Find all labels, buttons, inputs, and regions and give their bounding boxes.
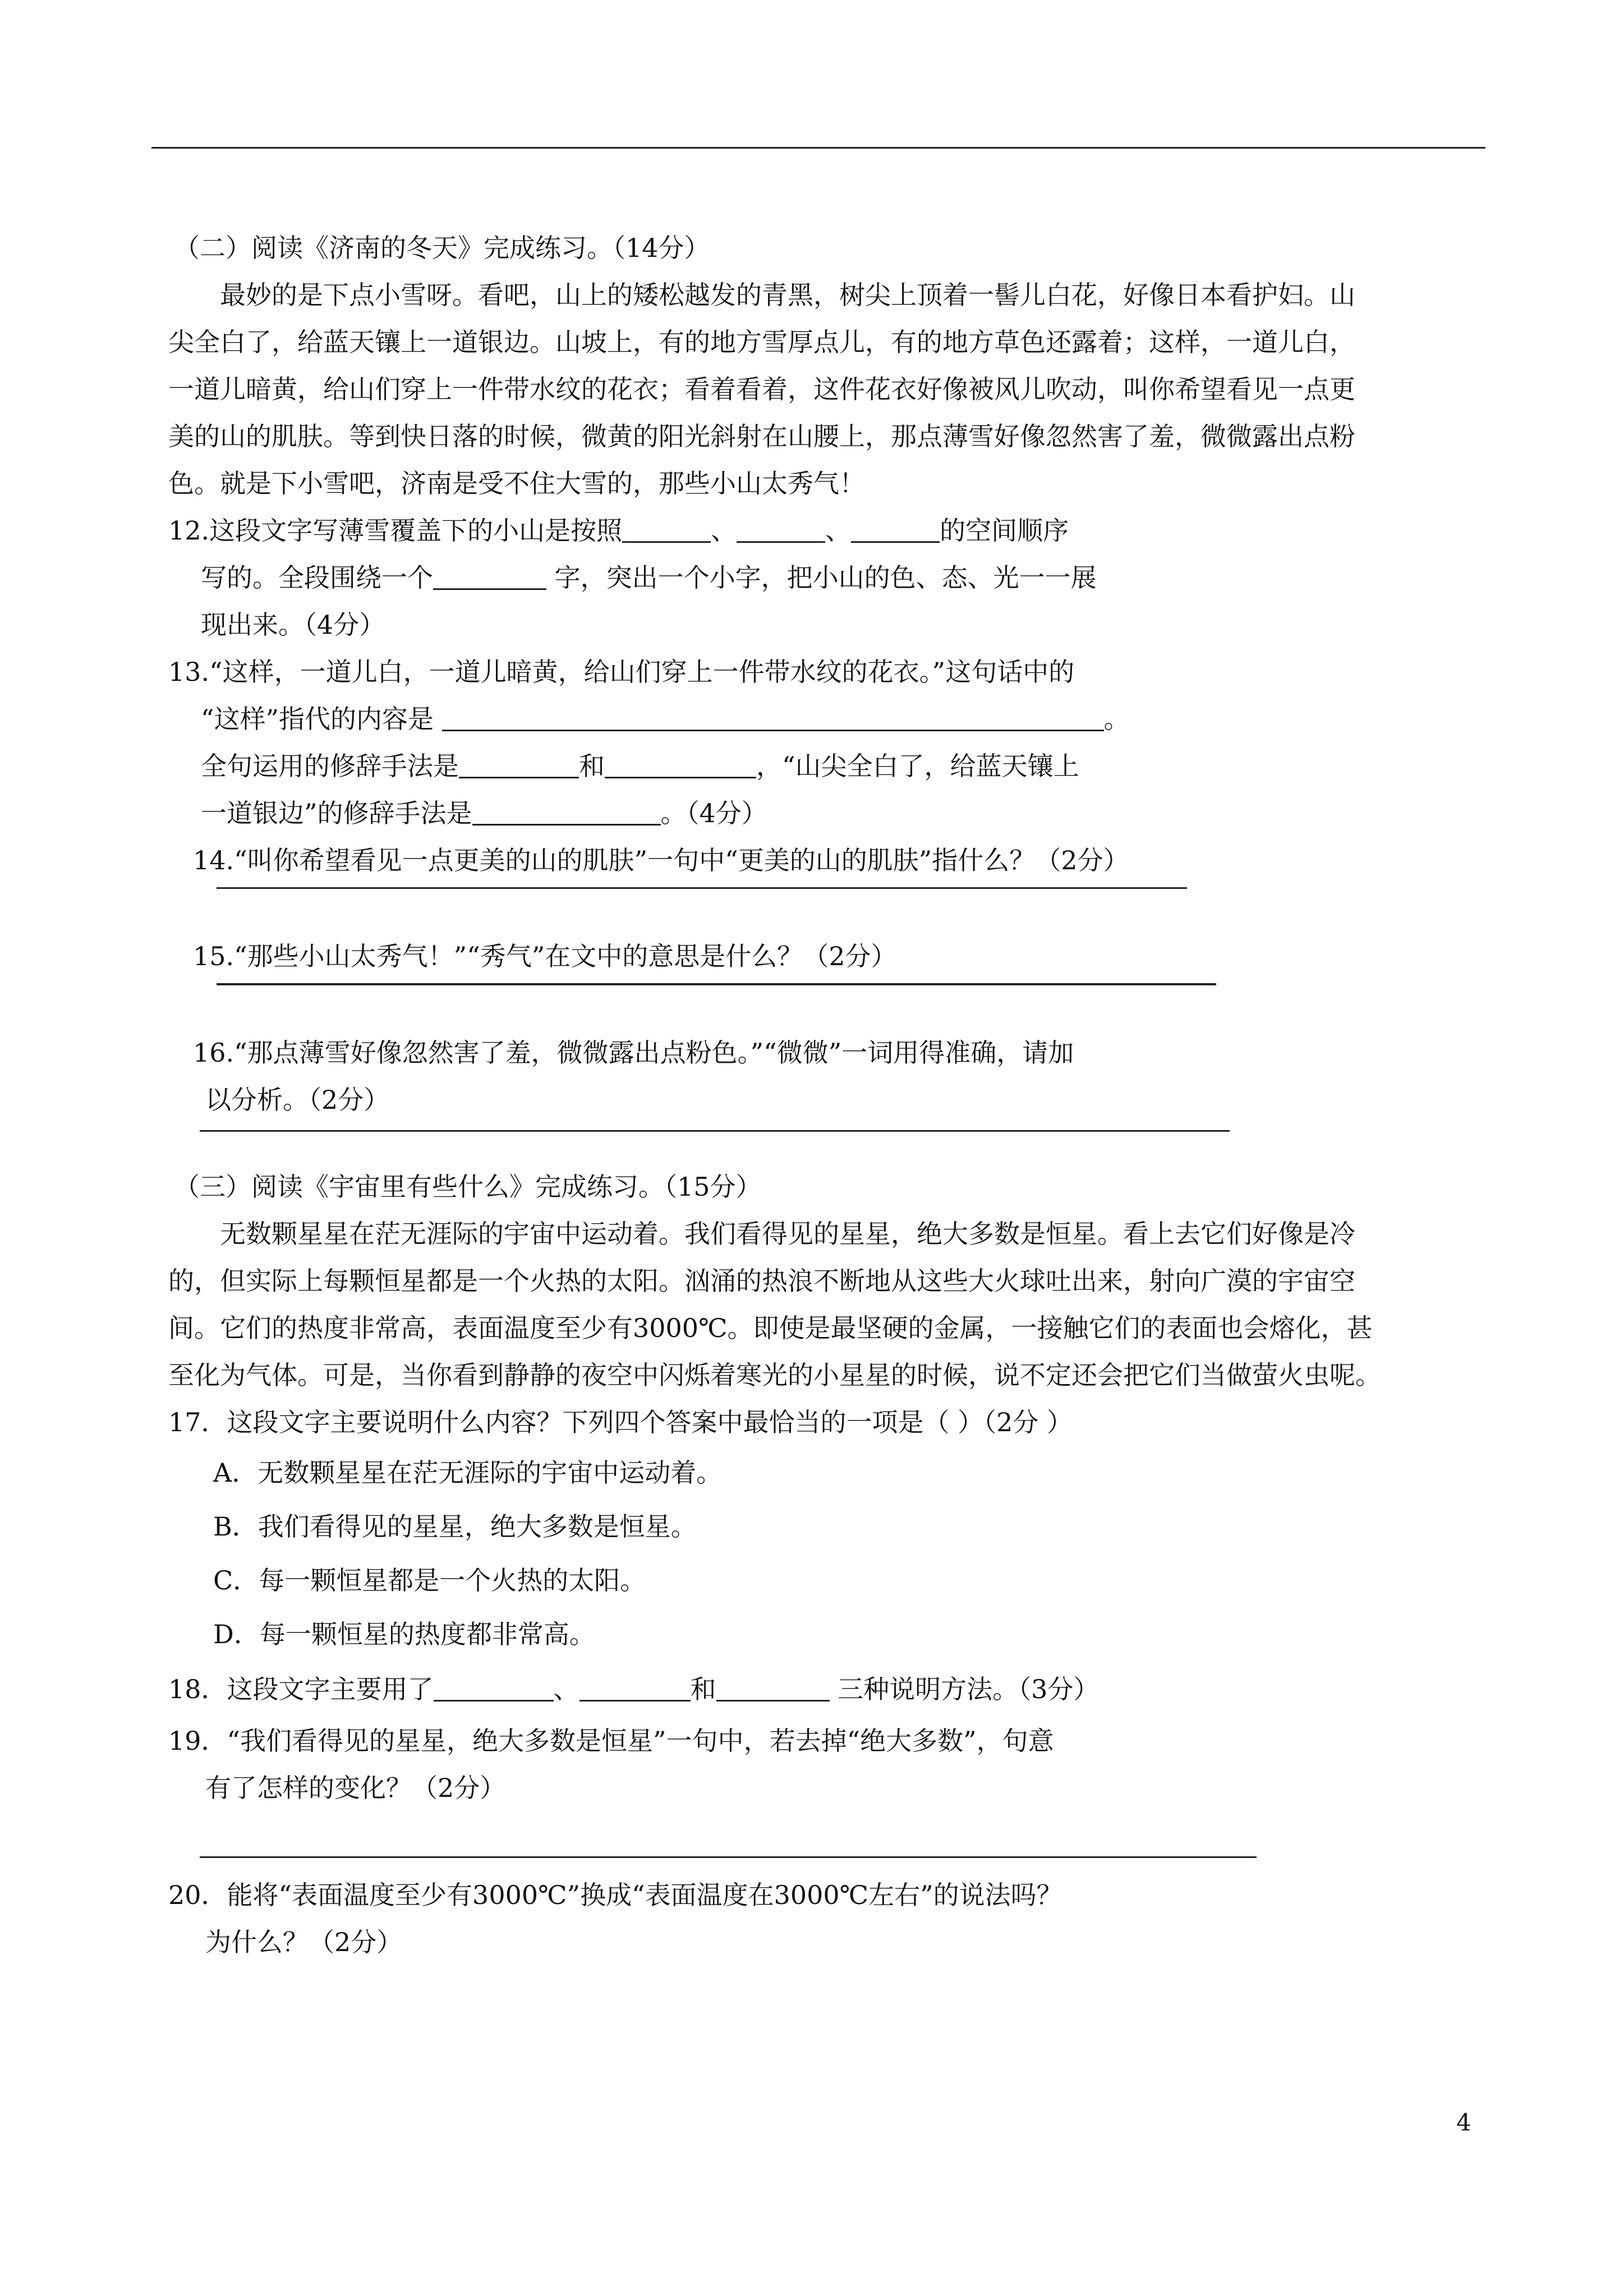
q18-text: 18．这段文字主要用了 bbox=[168, 1674, 434, 1704]
question-19: 19．“我们看得见的星星，绝大多数是恒星”一句中，若去掉“绝大多数”，句意 bbox=[168, 1726, 1054, 1756]
q12-separator: 、 bbox=[711, 515, 737, 546]
q12-blank-3[interactable] bbox=[851, 515, 940, 543]
q13-text: 和 bbox=[579, 751, 605, 781]
q13-text: 全句运用的修辞手法是 bbox=[201, 751, 459, 781]
question-16-cont: 以分析。（2分） bbox=[205, 1085, 390, 1115]
document-body bbox=[168, 224, 1487, 1966]
q19-answer-line[interactable] bbox=[200, 1856, 1257, 1858]
page-number: 4 bbox=[1456, 2109, 1471, 2136]
section2-passage-line: 尖全白了，给蓝天镶上一道银边。山坡上，有的地方雪厚点儿，有的地方草色还露着；这样，一道儿白， bbox=[168, 327, 1355, 357]
section3-passage-line: 的，但实际上每颗恒星都是一个火热的太阳。汹涌的热浪不断地从这些大火球吐出来，射向广漠的宇宙空 bbox=[168, 1266, 1355, 1296]
q13-text: 。 bbox=[1103, 704, 1130, 734]
q13-blank-1[interactable] bbox=[442, 704, 1104, 731]
q13-blank-2[interactable] bbox=[459, 751, 579, 778]
q18-blank-2[interactable] bbox=[579, 1674, 691, 1702]
section2-passage-line: 最妙的是下点小雪呀。看吧，山上的矮松越发的青黑，树尖上顶着一髻儿白花，好像日本看护妇。山 bbox=[220, 280, 1355, 310]
section2-title: （二）阅读《济南的冬天》完成练习。（14分） bbox=[174, 233, 710, 263]
question-17: 17．这段文字主要说明什么内容？下列四个答案中最恰当的一项是（ ）（2分 ） bbox=[168, 1407, 1073, 1437]
q18-blank-3[interactable] bbox=[716, 1674, 830, 1702]
q14-answer-line[interactable] bbox=[217, 887, 1187, 889]
q12-blank-4[interactable] bbox=[433, 563, 546, 590]
section3-passage-line: 至化为气体。可是，当你看到静静的夜空中闪烁着寒光的小星星的时候，说不定还会把它们当做萤火虫呢。 bbox=[168, 1360, 1381, 1390]
q17-option-d[interactable]: D．每一颗恒星的热度都非常高。 bbox=[213, 1619, 595, 1649]
q18-text: 三种说明方法。（3分） bbox=[829, 1674, 1099, 1704]
q13-text: 。（4分） bbox=[660, 798, 767, 828]
q13-text: ，“山尖全白了，给蓝天镶上 bbox=[756, 751, 1079, 781]
section2-passage-line: 美的山的肌肤。等到快日落的时候，微黄的阳光斜射在山腰上，那点薄雪好像忽然害了羞，微微露出点粉 bbox=[168, 421, 1355, 451]
question-13-cont bbox=[168, 790, 1487, 837]
question-16: 16.“那点薄雪好像忽然害了羞，微微露出点粉色。”“微微”一词用得准确，请加 bbox=[193, 1038, 1074, 1068]
question-20: 20．能将“表面温度至少有3000℃”换成“表面温度在3000℃左右”的说法吗？ bbox=[168, 1880, 1062, 1910]
question-14: 14.“叫你希望看见一点更美的山的肌肤”一句中“更美的山的肌肤”指什么？（2分） bbox=[193, 845, 1129, 875]
section2-passage-line: 一道儿暗黄，给山们穿上一件带水纹的花衣；看着看着，这件花衣好像被风儿吹动，叫你希望看见一点更 bbox=[168, 374, 1355, 404]
q13-text: 一道银边”的修辞手法是 bbox=[201, 798, 472, 828]
question-13-cont bbox=[168, 695, 1487, 743]
q13-text: “这样”指代的内容是 bbox=[201, 704, 442, 734]
q12-text: 的空间顺序 bbox=[940, 515, 1069, 546]
section2-passage-line: 色。就是下小雪吧，济南是受不住大雪的，那些小山太秀气！ bbox=[168, 468, 865, 499]
q17-option-c[interactable]: C．每一颗恒星都是一个火热的太阳。 bbox=[213, 1565, 646, 1596]
question-13-cont bbox=[168, 743, 1487, 790]
question-19-cont: 有了怎样的变化？（2分） bbox=[205, 1773, 506, 1803]
section3-passage-line: 无数颗星星在茫无涯际的宇宙中运动着。我们看得见的星星，绝大多数是恒星。看上去它们好像是冷 bbox=[220, 1219, 1355, 1249]
question-18 bbox=[168, 1661, 1487, 1717]
q16-answer-line[interactable] bbox=[200, 1130, 1230, 1132]
q17-option-b[interactable]: B．我们看得见的星星，绝大多数是恒星。 bbox=[213, 1511, 697, 1542]
question-15: 15.“那些小山太秀气！”“秀气”在文中的意思是什么？（2分） bbox=[193, 941, 897, 971]
q12-text: 写的。全段围绕一个 bbox=[201, 563, 433, 593]
question-12 bbox=[168, 507, 1487, 554]
q15-answer-line[interactable] bbox=[217, 983, 1216, 985]
question-12-cont bbox=[168, 554, 1487, 601]
q12-text: 12.这段文字写薄雪覆盖下的小山是按照 bbox=[168, 515, 623, 546]
question-12-cont: 现出来。（4分） bbox=[201, 610, 385, 640]
q12-blank-1[interactable] bbox=[622, 515, 711, 543]
q12-blank-2[interactable] bbox=[737, 515, 825, 543]
question-13: 13.“这样，一道儿白，一道儿暗黄，给山们穿上一件带水纹的花衣。”这句话中的 bbox=[168, 657, 1075, 687]
header-rule bbox=[151, 147, 1485, 149]
question-20-cont: 为什么？（2分） bbox=[205, 1927, 403, 1957]
q18-separator: 和 bbox=[690, 1674, 716, 1704]
q18-blank-1[interactable] bbox=[434, 1674, 554, 1702]
q17-option-a[interactable]: A．无数颗星星在茫无涯际的宇宙中运动着。 bbox=[213, 1458, 723, 1488]
section3-title: （三）阅读《宇宙里有些什么》完成练习。（15分） bbox=[174, 1172, 762, 1202]
q12-text: 字，突出一个小字，把小山的色、态、光一一展 bbox=[546, 563, 1097, 593]
q12-separator: 、 bbox=[825, 515, 852, 546]
q13-blank-3[interactable] bbox=[605, 751, 756, 778]
q18-separator: 、 bbox=[553, 1674, 579, 1704]
q13-blank-4[interactable] bbox=[472, 798, 661, 826]
section3-passage-line: 间。它们的热度非常高，表面温度至少有3000℃。即使是最坚硬的金属，一接触它们的表面也会熔化，甚 bbox=[168, 1313, 1373, 1343]
